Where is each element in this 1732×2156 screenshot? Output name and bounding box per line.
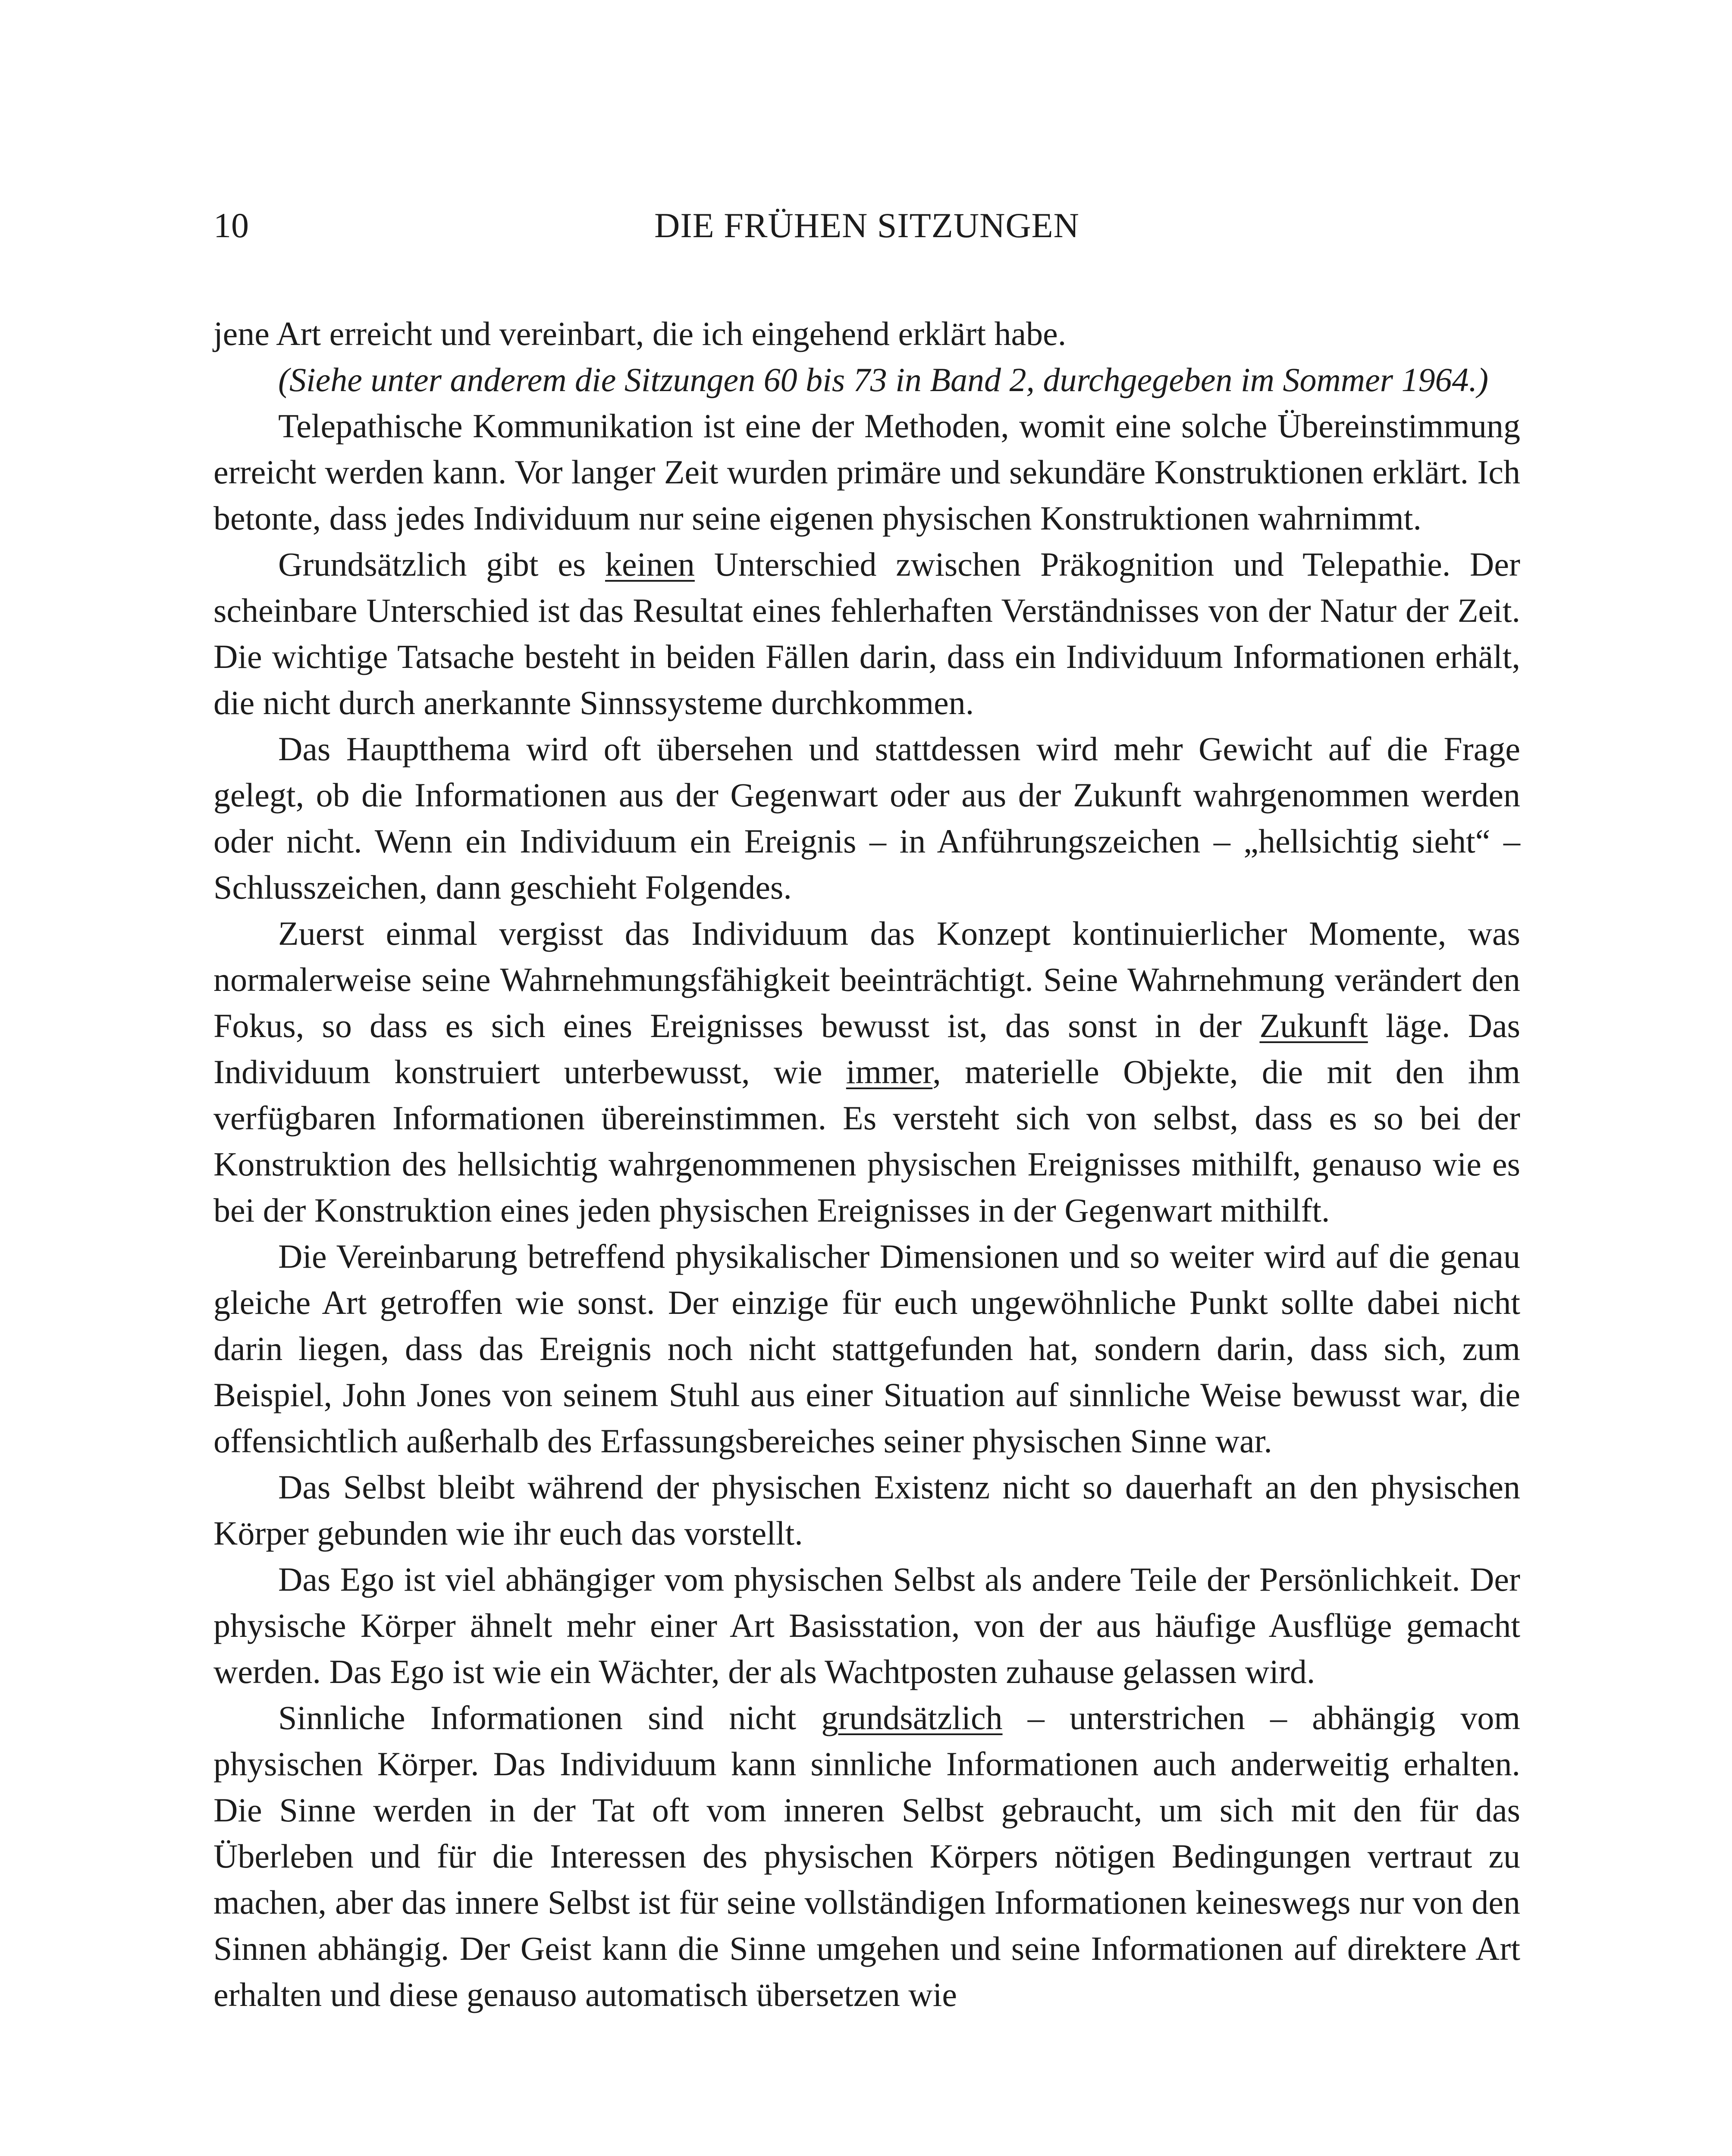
running-title: DIE FRÜHEN SITZUNGEN xyxy=(654,206,1079,245)
paragraph-4 xyxy=(213,541,1520,726)
paragraph-3: Telepathische Kommunikation ist eine der Methoden, womit eine solche Übereinstimmung erreicht werden kann. Vor langer Zeit wurden primäre und sekundäre Konstruktionen erklärt. Ich betonte, dass jedes Individuum nur seine eigenen physischen Konstruktionen wahrnimmt. xyxy=(213,407,1520,537)
paragraph-10-text-b: – unterstrichen – abhängig vom physischen Körper. Das Individuum kann sinnliche Informationen auch anderweitig erhalten. Die Sinne werden in der Tat oft vom inneren Selbst gebraucht, um sich mit den für das Überleben und für die Interessen des physischen Körpers nötigen Bedingungen vertraut zu machen, aber das innere Selbst ist für seine vollständigen Informationen keineswegs nur von den Sinnen abhängig. Der Geist kann die Sinne umgehen und seine Informationen auf direktere Art erhalten und diese genauso automatisch übersetzen wie xyxy=(213,1699,1521,2013)
paragraph-5: Das Hauptthema wird oft übersehen und stattdessen wird mehr Gewicht auf die Frage gelegt, ob die Informationen aus der Gegenwart oder aus der Zukunft wahrgenommen werden oder nicht. Wenn ein Individuum ein Ereignis – in Anführungszeichen – „hellsichtig sieht“ – Schlusszeichen, dann geschieht Folgendes. xyxy=(213,730,1520,906)
paragraph-9: Das Ego ist viel abhängiger vom physischen Selbst als andere Teile der Persönlichkeit. Der physische Körper ähnelt mehr einer Art Basisstation, von der aus häufige Ausflüge gemacht werden. Das Ego ist wie ein Wächter, der als Wachtposten zuhause gelassen wird. xyxy=(213,1561,1520,1690)
body-text xyxy=(213,310,1520,2018)
paragraph-4-text-b: Unterschied zwischen Präkognition und Telepathie. Der scheinbare Unterschied ist das Resultat eines fehlerhaften Verständnisses von der Natur der Zeit. Die wichtige Tatsache besteht in beiden Fällen darin, dass ein Individuum Informationen erhält, die nicht durch anerkannte Sinnssysteme durchkommen. xyxy=(213,545,1520,721)
paragraph-6-text-c: , materielle Objekte, die mit den ihm verfügbaren Informationen übereinstimmen. Es versteht sich von selbst, dass es so bei der Konstruktion des hellsichtig wahrgenommenen physischen Ereignisses mithilft, genauso wie es bei der Konstruktion eines jeden physischen Ereignisses in der Gegenwart mithilft. xyxy=(213,1053,1520,1229)
paragraph-8: Das Selbst bleibt während der physischen Existenz nicht so dauerhaft an den physischen Körper gebunden wie ihr euch das vorstellt. xyxy=(213,1468,1520,1552)
underlined-word-keinen: keinen xyxy=(605,545,695,583)
paragraph-6-text-b: läge. Das Individuum konstruiert unterbewusst, wie xyxy=(213,1007,1520,1091)
paragraph-10-text-a: Sinnliche Informationen sind nicht xyxy=(278,1699,822,1736)
underlined-word-zukunft: Zukunft xyxy=(1259,1007,1368,1044)
paragraph-1: jene Art erreicht und vereinbart, die ich eingehend erklärt habe. xyxy=(213,315,1067,352)
underlined-word-immer: immer xyxy=(846,1053,933,1091)
page-number: 10 xyxy=(213,206,249,245)
editorial-note: (Siehe unter anderem die Sitzungen 60 bis 73 in Band 2, durchgegeben im Sommer 1964.) xyxy=(278,361,1489,398)
paragraph-4-text-a: Grundsätzlich gibt es xyxy=(278,545,605,583)
paragraph-10 xyxy=(213,1695,1520,2018)
paragraph-6 xyxy=(213,910,1520,1233)
paragraph-7: Die Vereinbarung betreffend physikalischer Dimensionen und so weiter wird auf die genau gleiche Art getroffen wie sonst. Der einzige für euch ungewöhnliche Punkt sollte dabei nicht darin liegen, dass das Ereignis noch nicht stattgefunden hat, sondern darin, dass sich, zum Beispiel, John Jones von seinem Stuhl aus einer Situation auf sinnliche Weise bewusst war, die offensichtlich außerhalb des Erfassungsbereiches seiner physischen Sinne war. xyxy=(213,1238,1520,1460)
underlined-word-grundsaetzlich: grundsätzlich xyxy=(821,1699,1003,1736)
running-header xyxy=(213,202,1520,249)
paragraph-6-text-a: Zuerst einmal vergisst das Individuum das Konzept kontinuierlicher Momente, was normalerweise seine Wahrnehmungsfähigkeit beeinträchtigt. Seine Wahrnehmung verändert den Fokus, so dass es sich eines Ereignisses bewusst ist, das sonst in der xyxy=(213,915,1520,1044)
